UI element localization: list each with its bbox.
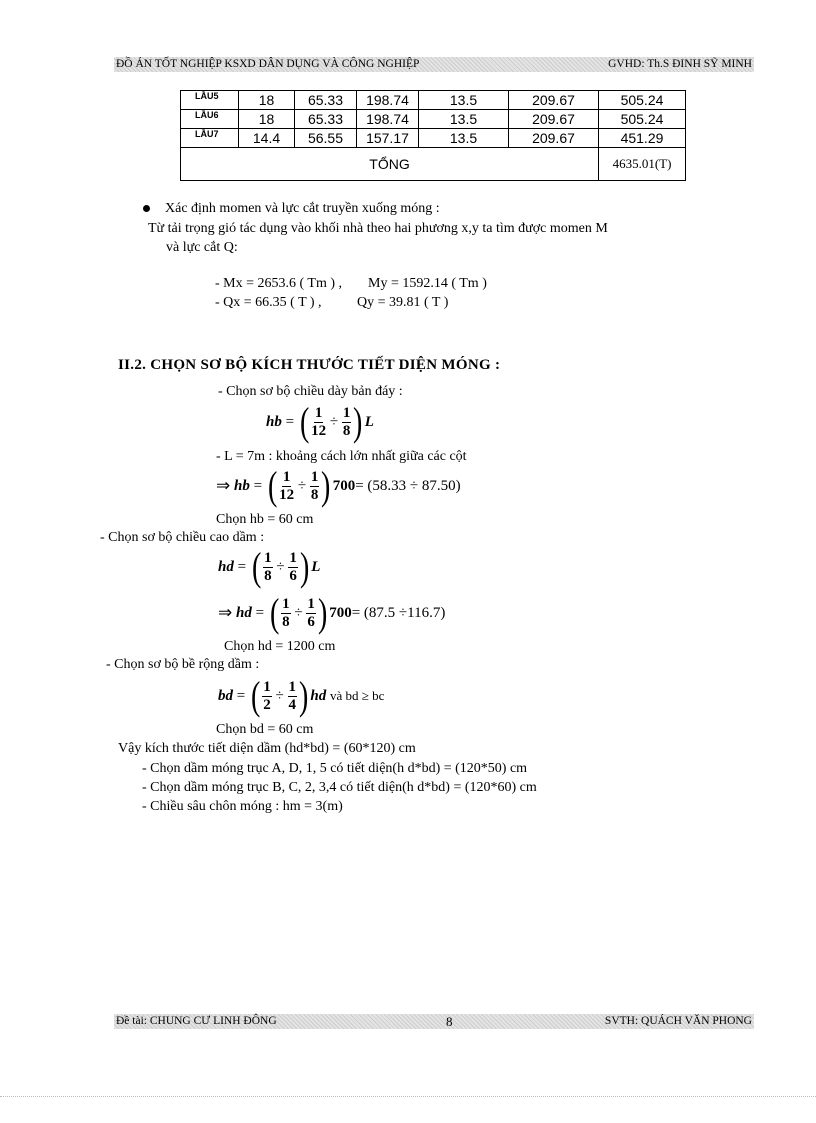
load-table <box>180 90 686 181</box>
fraction: $\frac{1}{8}$ <box>342 404 351 439</box>
choice: Chọn hb = 60 cm <box>216 512 314 527</box>
floor-label: LẦU5 <box>181 91 239 110</box>
table-cell: 65.33 <box>295 110 357 129</box>
paragraph: - Chọn sơ bộ chiều dày bản đáy : <box>218 384 403 399</box>
page-number: 8 <box>446 1014 453 1029</box>
choice: Chọn bd = 60 cm <box>216 722 314 737</box>
formula-hd-result: ⇒ hd = ( $\frac{1}{8}$ ÷ $\frac{1}{6}$ ) 700 = (87.5 ÷116.7) <box>218 590 446 635</box>
fraction: $\frac{1}{2}$ <box>263 678 271 713</box>
floor-label: LẦU6 <box>181 110 239 129</box>
fraction: $\frac{1}{12}$ <box>279 468 295 503</box>
paragraph: - Chọn sơ bộ chiều cao dầm : <box>100 530 265 545</box>
bullet-icon <box>143 205 150 212</box>
table-cell: 198.74 <box>357 110 419 129</box>
paragraph: Từ tải trọng gió tác dụng vào khối nhà theo hai phương x,y ta tìm được momen M <box>148 221 608 236</box>
fraction: $\frac{1}{8}$ <box>310 468 319 503</box>
table-row <box>181 129 686 148</box>
table-cell: 209.67 <box>509 110 599 129</box>
shear-y: Qy = 39.81 ( T ) <box>357 295 449 310</box>
formula-hd: hd = ( $\frac{1}{8}$ ÷ $\frac{1}{6}$ ) L <box>218 544 321 589</box>
header-right: GVHD: Th.S ĐINH SỸ MINH <box>608 58 752 70</box>
paragraph: và lực cắt Q: <box>166 240 238 255</box>
formula-lhs: hb <box>266 413 282 430</box>
bullet-text: Xác định momen và lực cắt truyền xuống móng : <box>165 201 440 216</box>
footer-left: Đề tài: CHUNG CƯ LINH ĐÔNG <box>116 1015 277 1027</box>
table-cell: 56.55 <box>295 129 357 148</box>
table-cell: 451.29 <box>599 129 686 148</box>
table-cell: 18 <box>239 110 295 129</box>
fraction: $\frac{1}{8}$ <box>264 549 272 584</box>
table-cell: 13.5 <box>419 91 509 110</box>
table-row <box>181 91 686 110</box>
formula-hb: hb = ( $\frac{1}{12}$ ÷ $\frac{1}{8}$ ) L <box>266 399 374 444</box>
table-cell: 18 <box>239 91 295 110</box>
section-heading: II.2. CHỌN SƠ BỘ KÍCH THƯỚC TIẾT DIỆN MÓNG : <box>118 357 501 373</box>
page-footer <box>114 1014 754 1029</box>
table-cell: 505.24 <box>599 110 686 129</box>
floor-label: LẦU7 <box>181 129 239 148</box>
header-left: ĐỒ ÁN TỐT NGHIỆP KSXD DÂN DỤNG VÀ CÔNG NGHIỆP <box>116 58 420 70</box>
table-cell: 13.5 <box>419 110 509 129</box>
page-header <box>114 57 754 72</box>
fraction: $\frac{1}{6}$ <box>289 549 297 584</box>
table-cell: 198.74 <box>357 91 419 110</box>
shear-x: - Qx = 66.35 ( T ) , <box>215 295 322 310</box>
table-cell: 13.5 <box>419 129 509 148</box>
paragraph: - Chọn sơ bộ bề rộng dầm : <box>106 657 260 672</box>
total-label: TỔNG <box>181 148 599 181</box>
table-cell: 14.4 <box>239 129 295 148</box>
table-cell: 505.24 <box>599 91 686 110</box>
fraction: $\frac{1}{12}$ <box>311 404 327 439</box>
list-item: - Chiều sâu chôn móng : hm = 3(m) <box>142 799 343 814</box>
formula-hb-result: ⇒ hb = ( $\frac{1}{12}$ ÷ $\frac{1}{8}$ ) 700 = (58.33 ÷ 87.50) <box>216 463 461 508</box>
summary: Vậy kích thước tiết diện dầm (hd*bd) = (60*120) cm <box>118 741 416 756</box>
table-cell: 157.17 <box>357 129 419 148</box>
total-value: 4635.01(T) <box>599 148 686 181</box>
fraction: $\frac{1}{4}$ <box>288 678 297 713</box>
fraction: $\frac{1}{6}$ <box>307 595 315 630</box>
list-item: - Chọn dầm móng trục B, C, 2, 3,4 có tiết diện(h d*bd) = (120*60) cm <box>142 780 537 795</box>
moment-y: My = 1592.14 ( Tm ) <box>368 276 487 291</box>
paragraph: - L = 7m : khoảng cách lớn nhất giữa các cột <box>216 449 467 464</box>
footer-right: SVTH: QUÁCH VĂN PHONG <box>604 1015 752 1027</box>
table-cell: 209.67 <box>509 129 599 148</box>
choice: Chọn hd = 1200 cm <box>224 639 336 654</box>
table-cell: 65.33 <box>295 91 357 110</box>
table-row <box>181 110 686 129</box>
page-edge <box>0 1096 816 1097</box>
moment-x: - Mx = 2653.6 ( Tm ) , <box>215 276 343 291</box>
table-cell: 209.67 <box>509 91 599 110</box>
fraction: $\frac{1}{8}$ <box>282 595 290 630</box>
table-total-row <box>181 148 686 181</box>
formula-bd: bd = ( $\frac{1}{2}$ ÷ $\frac{1}{4}$ ) hd và bd ≥ bc <box>218 673 385 718</box>
list-item: - Chọn dầm móng trục A, D, 1, 5 có tiết diện(h d*bd) = (120*50) cm <box>142 761 528 776</box>
